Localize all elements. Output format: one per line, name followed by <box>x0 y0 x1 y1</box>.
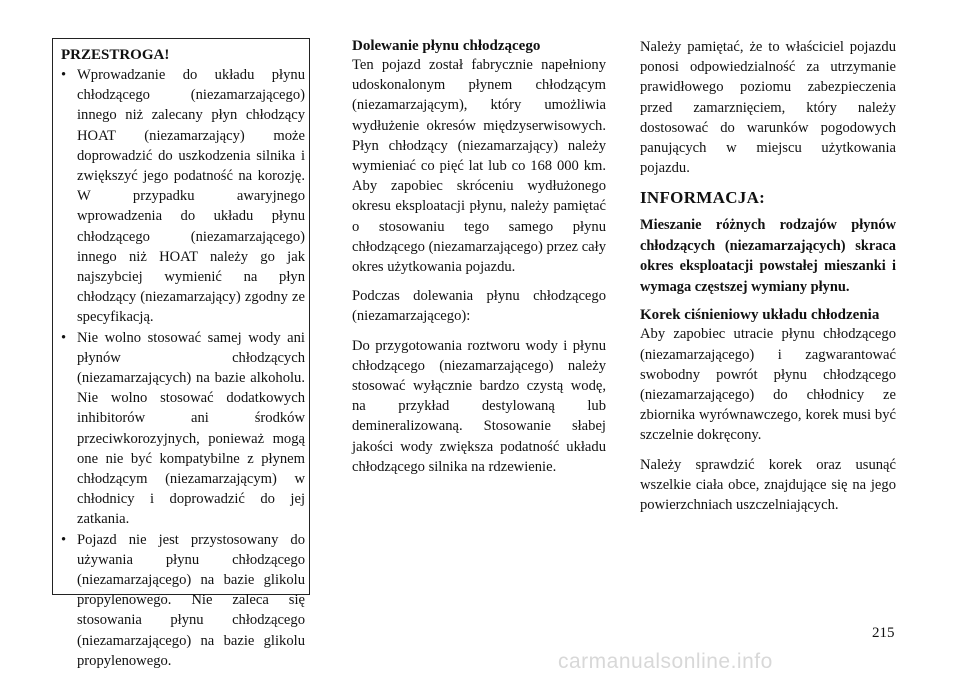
info-text: Mieszanie różnych rodzajów płynów chłodzących (niezamarzających) skraca okres eksploatacji powstałej mieszanki i wymaga częstszej wymiany płynu. <box>640 217 896 295</box>
bullet-icon: • <box>61 531 67 548</box>
paragraph: Należy sprawdzić korek oraz usunąć wszelkie ciała obce, znajdujące się na jego powierzchniach uszczelniających. <box>640 456 896 514</box>
paragraph: Do przygotowania roztworu wody i płynu chłodzącego (niezamarzającego) należy stosować wyłącznie bardzo czystą wodę, na przykład destylowaną lub demineralizowaną. Stosowanie słabej jakości wody zwiększa podatność układu chłodzącego silnika na rdzewienie. <box>352 337 606 475</box>
warning-item-text: Pojazd nie jest przystosowany do używania płynu chłodzącego (niezamarzającego) na bazie glikolu propylenowego. Nie zaleca się stosowania płynu chłodzącego (niezamarzającego) na bazie glikolu propylenowego. <box>77 531 305 669</box>
page-number: 215 <box>872 625 895 641</box>
info-heading: INFORMACJA: <box>640 188 766 208</box>
warning-item-text: Nie wolno stosować samej wody ani płynów chłodzących (niezamarzających) na bazie alkoholu. Nie wolno stosować dodatkowych inhibitorów ani środków przeciwkorozyjnych, ponieważ mogą one nie być kompatybilne z płynem chłodzącym (niezamarzającym) w chłodnicy i doprowadzić do jej zatkania. <box>77 329 305 528</box>
warning-item <box>61 530 305 671</box>
paragraph: Aby zapobiec utracie płynu chłodzącego (niezamarzającego) i zagwarantować swobodny powrót płynu chłodzącego (niezamarzającego) do chłodnicy ze zbiornika wyrównawczego, korek musi być szczelnie dokręcony. <box>640 326 896 444</box>
watermark: carmanualsonline.info <box>558 650 773 673</box>
warning-box <box>52 38 310 669</box>
column-pressure-cap <box>640 37 896 524</box>
warning-title: PRZESTROGA! <box>61 47 170 63</box>
warning-item-text: Wprowadzanie do układu płynu chłodzącego (niezamarzającego) innego niż zalecany płyn chłodzący HOAT (niezamarzający) może doprowadzić do uszkodzenia silnika i zwiększyć jego podatność na korozję. W przypadku awaryjnego wprowadzenia do układu płynu chłodzącego (niezamarzającego) innego niż HOAT należy go jak najszybciej wymienić na płyn chłodzący (niezamarzający) zgodny ze specyfikacją. <box>77 67 305 326</box>
paragraph: Ten pojazd został fabrycznie napełniony udoskonalonym płynem chłodzącym (niezamarzającym), który umożliwia wydłużenie okresów międzyserwisowych. Płyn chłodzący (niezamarzający) należy wymieniać co pięć lat lub co 168 000 km. Aby zapobiec skróceniu wydłużonego okresu eksploatacji płynu, należy pamiętać o stosowaniu tego samego płynu chłodzącego (niezamarzającego) przez cały okres użytkowania pojazdu. <box>352 57 606 276</box>
section-heading: Dolewanie płynu chłodzącego <box>352 38 541 54</box>
column-coolant-refill <box>352 37 606 486</box>
section-heading: Korek ciśnieniowy układu chłodzenia <box>640 307 880 324</box>
paragraph: Podczas dolewania płynu chłodzącego (niezamarzającego): <box>352 288 606 325</box>
warning-item <box>61 65 305 328</box>
warning-item <box>61 328 305 530</box>
bullet-icon: • <box>61 67 67 83</box>
warning-list <box>61 65 305 671</box>
bullet-icon: • <box>61 329 67 346</box>
paragraph: Należy pamiętać, że to właściciel pojazdu ponosi odpowiedzialność za utrzymanie prawidłowego poziomu zabezpieczenia przed zamarznięciem, który należy dostosować do warunków pogodowych panujących w miejscu użytkowania pojazdu. <box>640 39 896 177</box>
